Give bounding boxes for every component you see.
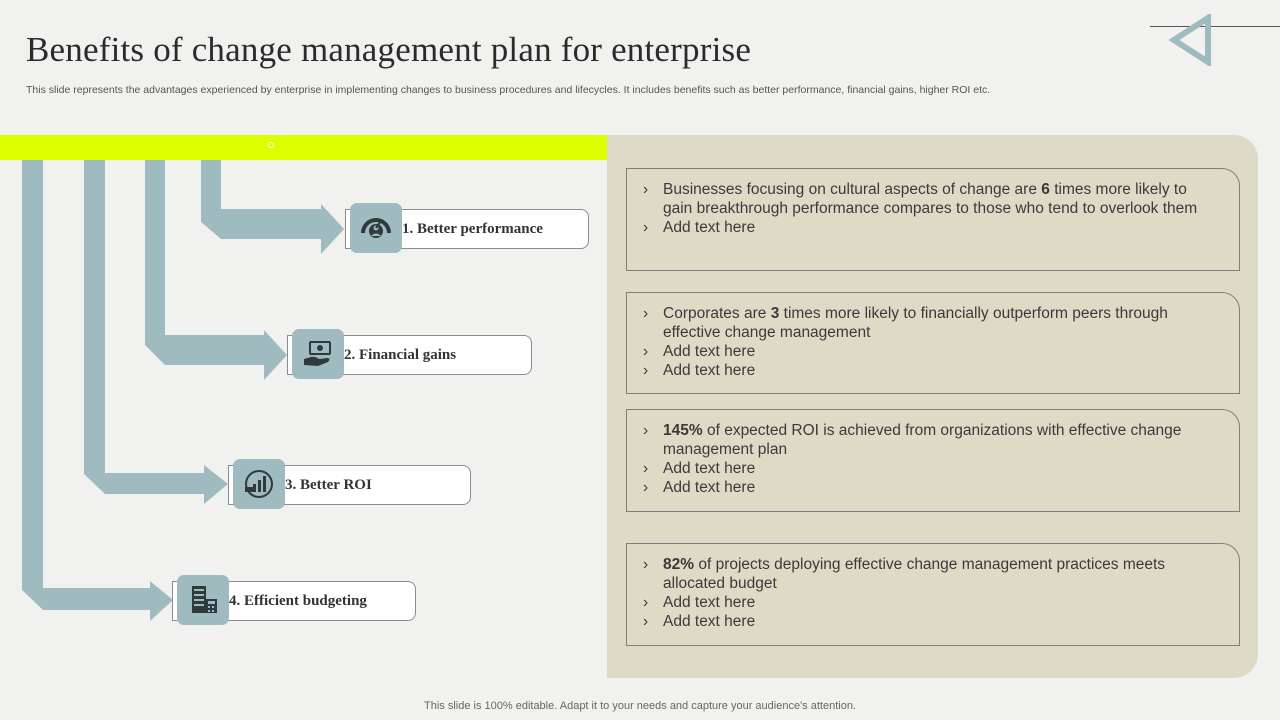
list-item: › Add text here bbox=[643, 613, 756, 630]
card-2-list bbox=[643, 304, 1219, 380]
list-item: › Add text here bbox=[643, 362, 756, 379]
benefit-4-text: 4. Efficient budgeting bbox=[229, 592, 367, 609]
list-item: › Add text here bbox=[643, 219, 756, 236]
triangle-back-icon[interactable] bbox=[1166, 14, 1214, 66]
chevron-right-icon: › bbox=[643, 556, 649, 573]
list-item: › Add text here bbox=[643, 594, 756, 611]
page-title: Benefits of change management plan for enterprise bbox=[26, 30, 752, 69]
chevron-right-icon: › bbox=[643, 362, 649, 379]
page-subtitle: This slide represents the advantages experienced by enterprise in implementing changes to business procedures and lifecycles. It includes benefits such as better performance, financial gains, higher ROI etc. bbox=[26, 84, 991, 96]
list-item: › Businesses focusing on cultural aspects of change are 6 times more likely to gain breakthrough performance compares to those who tend to overlook them bbox=[643, 181, 1198, 217]
benefit-2-text: 2. Financial gains bbox=[344, 346, 457, 363]
chevron-right-icon: › bbox=[643, 460, 649, 477]
card-4-list bbox=[643, 555, 1219, 631]
benefit-1-text: 1. Better performance bbox=[402, 220, 543, 237]
list-item: › Add text here bbox=[643, 479, 756, 496]
benefit-3-icon-box bbox=[233, 459, 285, 509]
money-hand-icon bbox=[301, 337, 335, 371]
list-item: › 82% of projects deploying effective change management practices meets allocated budget bbox=[643, 556, 1166, 592]
list-item: › Add text here bbox=[643, 460, 756, 477]
list-item: › Corporates are 3 times more likely to financially outperform peers through effective change management bbox=[643, 305, 1168, 341]
benefit-2-icon-box bbox=[292, 329, 344, 379]
chevron-right-icon: › bbox=[643, 613, 649, 630]
benefit-3-details-card bbox=[626, 409, 1240, 512]
connector-arrows bbox=[0, 0, 610, 640]
benefit-2-details-card bbox=[626, 292, 1240, 394]
roi-chart-icon bbox=[242, 467, 276, 501]
chevron-right-icon: › bbox=[643, 594, 649, 611]
benefit-1-details-card bbox=[626, 168, 1240, 271]
chevron-right-icon: › bbox=[643, 305, 649, 322]
footer-note: This slide is 100% editable. Adapt it to your needs and capture your audience's attention. bbox=[424, 700, 856, 712]
list-item: › 145% of expected ROI is achieved from organizations with effective change management plan bbox=[643, 422, 1182, 458]
benefit-3-text: 3. Better ROI bbox=[285, 476, 372, 493]
card-3-list bbox=[643, 421, 1219, 497]
speedometer-icon bbox=[359, 211, 393, 245]
chevron-right-icon: › bbox=[643, 479, 649, 496]
chevron-right-icon: › bbox=[643, 343, 649, 360]
chevron-right-icon: › bbox=[643, 181, 649, 198]
calculator-icon bbox=[186, 583, 220, 617]
benefit-4-details-card bbox=[626, 543, 1240, 646]
list-item: › Add text here bbox=[643, 343, 756, 360]
chevron-right-icon: › bbox=[643, 219, 649, 236]
card-1-list bbox=[643, 180, 1219, 237]
chevron-right-icon: › bbox=[643, 422, 649, 439]
benefit-1-icon-box bbox=[350, 203, 402, 253]
benefit-4-icon-box bbox=[177, 575, 229, 625]
arrow-1 bbox=[201, 160, 344, 254]
